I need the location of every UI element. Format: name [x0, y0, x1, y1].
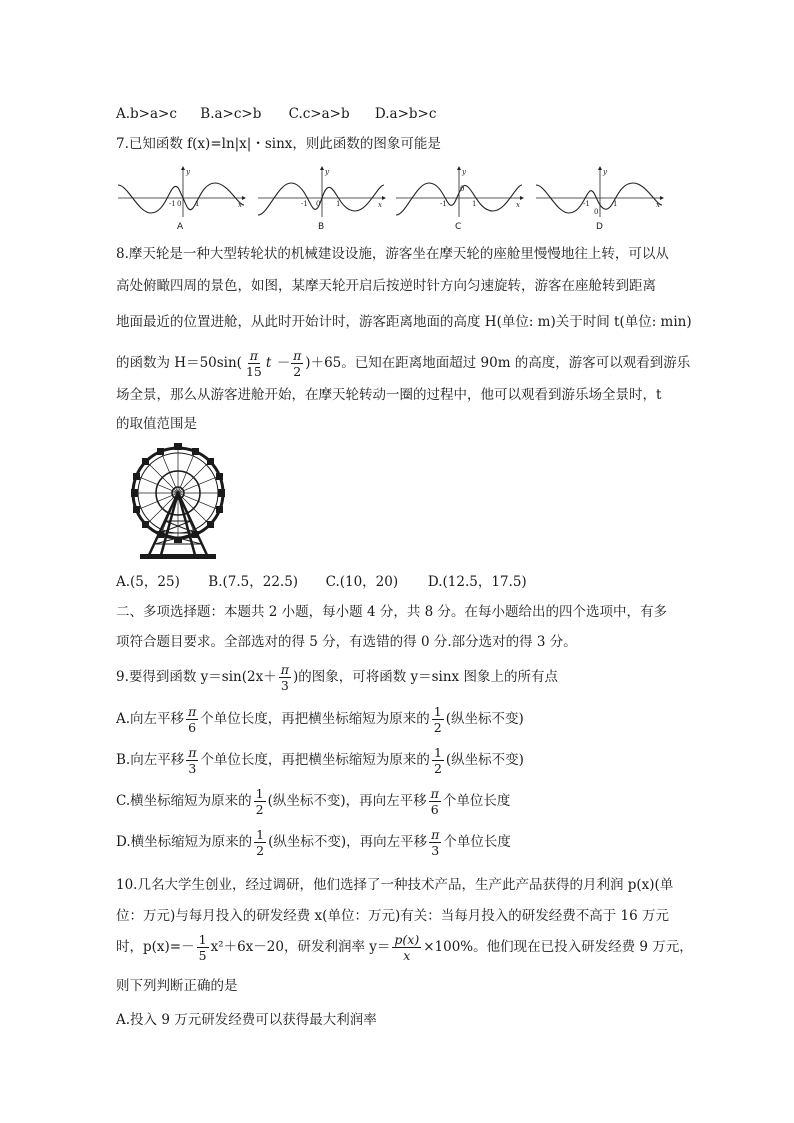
q9-option-d [116, 825, 511, 859]
q9-option-b-frac-1 [186, 745, 198, 776]
q8-line-6: 的取值范围是 [116, 416, 197, 432]
q8-option-c: C.(10，20) [325, 574, 399, 590]
q9-option-d-post: 个单位长度 [443, 834, 511, 850]
q8-option-b: B.(7.5，22.5) [208, 574, 299, 590]
q9-option-d-pre: D.横坐标缩短为原来的 [116, 834, 253, 850]
q8-fraction-1-den: 15 [245, 364, 262, 379]
q9-option-b-frac-1-num: π [188, 745, 197, 760]
q6-options [116, 104, 436, 124]
q9-option-a-frac-2 [432, 704, 444, 735]
q9-option-d-mid: (纵坐标不变)，再向左平移 [268, 834, 428, 850]
q9-option-a-mid: 个单位长度，再把横坐标缩短为原来的 [200, 711, 430, 727]
q10-fraction-2-num: p(x) [394, 932, 420, 947]
q7-graph-b-label: B [318, 222, 325, 232]
q7-graph-c [394, 165, 524, 220]
q7-graph-b-y: y [325, 168, 329, 176]
q8-line-4-post: )＋65。已知在距离地面超过 90m 的高度，游客可以观看到游乐 [305, 355, 691, 371]
q8-fraction-1 [244, 348, 264, 379]
q7-graph-c-x: x [516, 201, 520, 209]
q8-line-4-pre: 的函数为 H＝50sin( [116, 355, 242, 371]
q9-option-c [116, 784, 510, 818]
q9-option-d-frac-1-den: 2 [256, 843, 265, 858]
q9-option-b-mid: 个单位长度，再把横坐标缩短为原来的 [200, 752, 430, 768]
q9-option-c-mid: (纵坐标不变)，再向左平移 [267, 793, 427, 809]
q7-graph-d-neg: -1 [583, 200, 590, 208]
q9-stem-fraction [279, 662, 291, 693]
q7-graph-a [116, 165, 246, 220]
q7-stem: 7.已知函数 f(x)=ln|x|・sinx，则此函数的图象可能是 [116, 136, 441, 152]
q9-option-a-frac-2-den: 2 [433, 720, 442, 735]
q7-graph-c-neg: -1 [440, 200, 447, 208]
q8-line-4 [116, 346, 690, 380]
q7-graph-b-pos: 1 [336, 200, 341, 208]
q9-option-d-frac-2 [429, 827, 441, 858]
q9-stem-fraction-num: π [280, 662, 289, 677]
q9-option-a-frac-1-num: π [188, 704, 197, 719]
q9-option-a-pre: A.向左平移 [116, 711, 185, 727]
q9-option-a-frac-1-den: 6 [188, 720, 197, 735]
q9-option-c-frac-2-den: 6 [430, 802, 439, 817]
q9-option-b-frac-1-den: 3 [188, 761, 197, 776]
q9-option-d-frac-2-den: 3 [431, 843, 440, 858]
section-2-line-1: 二、多项选择题：本题共 2 小题，每小题 4 分，共 8 分。在每小题给出的四个选项中，有多 [116, 604, 668, 620]
q8-fraction-2 [291, 348, 303, 379]
q7-graph-c-y: y [462, 168, 466, 176]
q9-option-d-frac-1 [254, 827, 266, 858]
q6-option-d: D.a>b>c [374, 106, 437, 122]
q7-graph-d [534, 165, 664, 220]
section-2-line-2: 项符合题目要求。全部选对的得 5 分，有选错的得 0 分.部分选对的得 3 分。 [116, 634, 577, 650]
q10-fraction-2-den: x [403, 948, 411, 963]
q10-line-3 [116, 930, 693, 964]
q9-stem [116, 660, 558, 694]
q10-option-a: A.投入 9 万元研发经费可以获得最大利润率 [116, 1012, 377, 1028]
q10-fraction-1-num: 1 [198, 932, 207, 947]
q7-graph-c-pos: 1 [472, 200, 477, 208]
q9-option-a-frac-2-num: 1 [433, 704, 442, 719]
q10-line-2: 位：万元)与每月投入的研发经费 x(单位：万元)有关：当每月投入的研发经费不高于 16 万元 [116, 908, 669, 924]
q8-options [116, 572, 527, 592]
q8-line-3: 地面最近的位置进舱，从此时开始计时，游客距离地面的高度 H(单位: m)关于时间 t(单位: min) [116, 314, 692, 330]
q7-graph-b-origin: 0 [316, 200, 321, 208]
q9-option-a-frac-1 [186, 704, 198, 735]
q7-graph-a-label: A [177, 222, 184, 232]
q7-graph-d-x: x [656, 201, 660, 209]
q9-option-c-post: 个单位长度 [442, 793, 511, 809]
q9-option-b-frac-2-den: 2 [433, 761, 442, 776]
q7-graph-d-y: y [603, 168, 607, 176]
q9-option-c-frac-2-num: π [430, 786, 439, 801]
q9-stem-fraction-den: 3 [280, 678, 289, 693]
q9-option-c-frac-1-den: 2 [255, 802, 264, 817]
q9-option-c-frac-2 [429, 786, 441, 817]
q7-graph-d-label: D [596, 222, 603, 232]
q8-fraction-2-den: 2 [293, 364, 302, 379]
q9-option-b-frac-2-num: 1 [433, 745, 442, 760]
q9-option-a-post: (纵坐标不变) [445, 711, 524, 727]
q7-graph-c-origin: 0 [460, 185, 465, 193]
q9-option-b-post: (纵坐标不变) [445, 752, 524, 768]
q7-graph-b [256, 165, 386, 220]
q6-option-b: B.a>c>b [200, 106, 262, 122]
q9-option-b-pre: B.向左平移 [116, 752, 185, 768]
q7-graph-d-origin: 0 [594, 208, 599, 216]
q10-fraction-2 [392, 932, 421, 963]
q9-option-d-frac-1-num: 1 [256, 827, 265, 842]
q9-option-b [116, 743, 524, 777]
q8-line-4-mid: t － [265, 355, 290, 371]
q10-fraction-1 [197, 932, 209, 963]
q9-option-d-frac-2-num: π [431, 827, 440, 842]
q7-graph-b-x: x [378, 201, 382, 209]
q7-graph-a-origin: 0 [177, 200, 182, 208]
q9-option-c-frac-1-num: 1 [255, 786, 264, 801]
q8-fraction-1-num: π [249, 348, 259, 363]
q8-option-d: D.(12.5，17.5) [427, 574, 527, 590]
q6-option-c: C.c>a>b [288, 106, 350, 122]
q8-fraction-2-num: π [293, 348, 302, 363]
q7-graph-a-x: x [238, 201, 242, 209]
q7-graph-a-neg: -1 [169, 200, 176, 208]
q7-graph-a-pos: 1 [195, 200, 200, 208]
q10-fraction-1-den: 5 [198, 948, 207, 963]
q10-line-4: 则下列判断正确的是 [116, 978, 238, 994]
q9-option-a [116, 702, 524, 736]
q7-graph-d-pos: 1 [613, 200, 618, 208]
q8-line-5: 场全景，那么从游客进舱开始，在摩天轮转动一圈的过程中，他可以观看到游乐场全景时，t [116, 387, 662, 403]
q7-graph-c-label: C [455, 222, 462, 232]
ferris-wheel-image [116, 443, 240, 561]
q10-line-3-pre: 时，p(x)=－ [116, 939, 195, 955]
q6-option-a: A.b>a>c [116, 106, 177, 122]
q9-option-c-frac-1 [254, 786, 266, 817]
q10-line-1: 10.几名大学生创业，经过调研，他们选择了一种技术产品，生产此产品获得的月利润 p(x)(单 [116, 877, 674, 893]
q8-line-1: 8.摩天轮是一种大型转轮状的机械建设设施，游客坐在摩天轮的座舱里慢慢地往上转，可以从 [116, 246, 669, 262]
q9-option-b-frac-2 [432, 745, 444, 776]
q10-line-3-post: ×100%。他们现在已投入研发经费 9 万元， [423, 939, 693, 955]
q7-graph-a-y: y [186, 168, 190, 176]
q9-option-c-pre: C.横坐标缩短为原来的 [116, 793, 252, 809]
q9-stem-pre: 9.要得到函数 y＝sin(2x＋ [116, 669, 277, 685]
q8-line-2: 高处俯瞰四周的景色，如图，某摩天轮开启后按逆时针方向匀速旋转，游客在座舱转到距离 [116, 278, 656, 294]
q8-option-a: A.(5，25) [116, 574, 180, 590]
q10-line-3-mid: x²＋6x－20，研发利润率 y＝ [210, 939, 391, 955]
q9-stem-post: )的图象，可将函数 y＝sinx 图象上的所有点 [292, 669, 558, 685]
q7-graph-b-neg: -1 [301, 200, 308, 208]
